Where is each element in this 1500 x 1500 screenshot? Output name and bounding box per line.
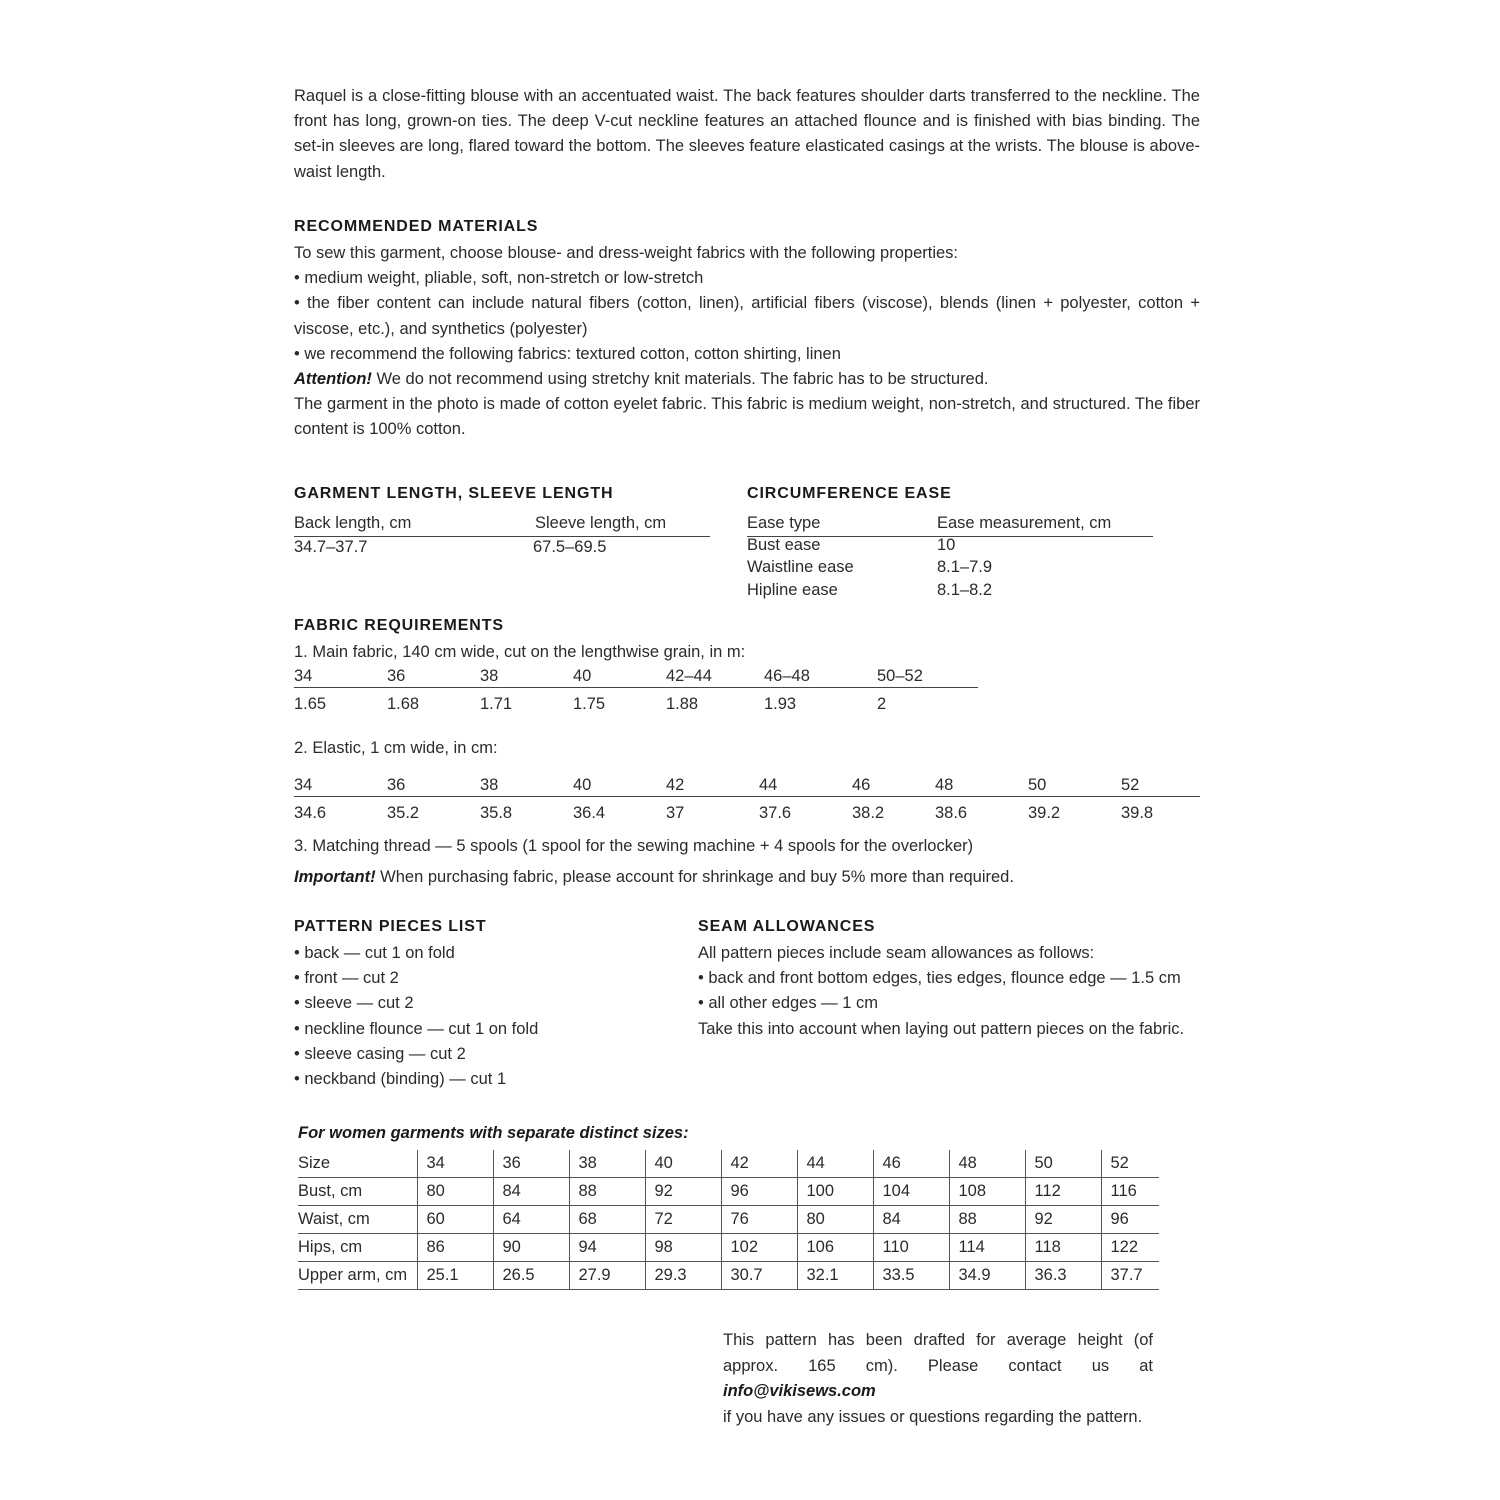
elastic-size: 40 <box>573 776 592 794</box>
main-fabric-value: 1.71 <box>480 695 513 713</box>
list-item: • sleeve casing — cut 2 <box>294 1044 466 1063</box>
elastic-size: 44 <box>759 776 778 794</box>
table-row <box>298 1206 1159 1234</box>
intro-paragraph: Raquel is a close-fitting blouse with an accentuated waist. The back features shoulder darts transferred to the neckline. The front has long, grown-on ties. The deep V-cut neckline features an attached flounce and is finished with bias binding. The set-in sleeves are long, flared toward the bottom. The sleeves feature elasticated casings at the wrists. The blouse is above-waist length. <box>294 87 1200 181</box>
table-cell: 27.9 <box>569 1262 645 1290</box>
important-label: Important! <box>294 868 376 886</box>
list-item: • front — cut 2 <box>294 969 399 988</box>
row-label: Waist, cm <box>298 1206 417 1234</box>
table-cell: 25.1 <box>417 1262 493 1290</box>
table-cell: 84 <box>493 1178 569 1206</box>
table-row <box>298 1262 1159 1290</box>
elastic-value: 39.2 <box>1028 804 1061 822</box>
table-cell: 94 <box>569 1234 645 1262</box>
table-cell: 26.5 <box>493 1262 569 1290</box>
table-row <box>298 1150 1159 1178</box>
table-cell: 80 <box>797 1206 873 1234</box>
seams-note: Take this into account when laying out pattern pieces on the fabric. <box>698 1019 1185 1038</box>
list-item: • neckband (binding) — cut 1 <box>294 1070 507 1089</box>
table-cell: 30.7 <box>721 1262 797 1290</box>
materials-heading: RECOMMENDED MATERIALS <box>294 218 539 235</box>
main-fabric-value: 1.88 <box>666 695 699 713</box>
ease-heading: CIRCUMFERENCE EASE <box>747 485 952 502</box>
table-cell: 80 <box>417 1178 493 1206</box>
seams-heading: SEAM ALLOWANCES <box>698 918 876 935</box>
photo-note: The garment in the photo is made of cotton eyelet fabric. This fabric is medium weight, non-stretch, and structured. The fiber content is 100% cotton. <box>294 395 1200 439</box>
main-fabric-size: 46–48 <box>764 667 810 685</box>
main-fabric-size: 38 <box>480 667 499 685</box>
table-cell: 114 <box>949 1234 1025 1262</box>
ease-col-measure: Ease measurement, cm <box>937 514 1112 532</box>
table-cell: 92 <box>1025 1206 1101 1234</box>
table-cell: 90 <box>493 1234 569 1262</box>
elastic-size: 46 <box>852 776 871 794</box>
table-cell: 29.3 <box>645 1262 721 1290</box>
main-fabric-size: 36 <box>387 667 406 685</box>
main-fabric-value: 1.93 <box>764 695 797 713</box>
table-cell: 64 <box>493 1206 569 1234</box>
list-item: • sleeve — cut 2 <box>294 994 414 1013</box>
main-fabric-sizes-row <box>294 667 978 688</box>
main-fabric-size: 42–44 <box>666 667 712 685</box>
footer-note <box>723 1328 1153 1430</box>
materials-bullet: • we recommend the following fabrics: textured cotton, cotton shirting, linen <box>294 344 841 363</box>
table-cell: 102 <box>721 1234 797 1262</box>
materials-bullet: • medium weight, pliable, soft, non-stretch or low-stretch <box>294 269 704 288</box>
elastic-size: 34 <box>294 776 313 794</box>
important-line <box>294 868 1014 887</box>
important-text: When purchasing fabric, please account for shrinkage and buy 5% more than required. <box>375 868 1014 886</box>
table-cell: 36.3 <box>1025 1262 1101 1290</box>
main-fabric-value: 1.65 <box>294 695 327 713</box>
table-cell: 106 <box>797 1234 873 1262</box>
row-label: Size <box>298 1150 417 1178</box>
elastic-value: 36.4 <box>573 804 606 822</box>
table-cell: 32.1 <box>797 1262 873 1290</box>
pieces-heading: PATTERN PIECES LIST <box>294 918 487 935</box>
table-cell: 88 <box>949 1206 1025 1234</box>
table-cell: 122 <box>1101 1234 1159 1262</box>
size-chart-title: For women garments with separate distinct sizes: <box>298 1124 689 1142</box>
footer-text: This pattern has been drafted for average height (of approx. 165 cm). Please contact us at <box>723 1331 1153 1375</box>
row-label: Bust, cm <box>298 1178 417 1206</box>
table-cell: 98 <box>645 1234 721 1262</box>
elastic-value: 38.6 <box>935 804 968 822</box>
table-cell: 112 <box>1025 1178 1101 1206</box>
elastic-value: 37 <box>666 804 685 822</box>
table-cell: 44 <box>797 1150 873 1178</box>
elastic-size: 48 <box>935 776 954 794</box>
table-cell: 116 <box>1101 1178 1159 1206</box>
table-cell: 96 <box>1101 1206 1159 1234</box>
main-fabric-value: 2 <box>877 695 887 713</box>
ease-value: 8.1–7.9 <box>937 558 993 576</box>
attention-line <box>294 367 1200 392</box>
table-cell: 36 <box>493 1150 569 1178</box>
table-cell: 38 <box>569 1150 645 1178</box>
lengths-sleeve-value: 67.5–69.5 <box>533 538 607 556</box>
main-fabric-size: 34 <box>294 667 313 685</box>
lengths-col-back: Back length, cm <box>294 514 412 532</box>
main-fabric-label: 1. Main fabric, 140 cm wide, cut on the lengthwise grain, in m: <box>294 643 746 661</box>
table-row <box>298 1178 1159 1206</box>
materials-bullet: • the fiber content can include natural fibers (cotton, linen), artificial fibers (viscose), blends (linen + polyester, cotton + viscose, etc.), and synthetics (polyester) <box>294 294 1200 338</box>
table-cell: 48 <box>949 1150 1025 1178</box>
attention-text: We do not recommend using stretchy knit materials. The fabric has to be structured. <box>371 370 989 389</box>
table-cell: 40 <box>645 1150 721 1178</box>
table-cell: 76 <box>721 1206 797 1234</box>
seams-lead: All pattern pieces include seam allowances as follows: <box>698 944 1095 962</box>
table-cell: 34 <box>417 1150 493 1178</box>
contact-email-link[interactable]: info@vikisews.com <box>723 1382 876 1400</box>
elastic-size: 42 <box>666 776 685 794</box>
main-fabric-size: 40 <box>573 667 592 685</box>
table-cell: 46 <box>873 1150 949 1178</box>
list-item: • neckline flounce — cut 1 on fold <box>294 1019 539 1038</box>
list-item: • all other edges — 1 cm <box>698 994 879 1013</box>
table-cell: 33.5 <box>873 1262 949 1290</box>
table-cell: 96 <box>721 1178 797 1206</box>
materials-lead: To sew this garment, choose blouse- and dress-weight fabrics with the following properties: <box>294 244 958 262</box>
table-cell: 68 <box>569 1206 645 1234</box>
main-fabric-value: 1.75 <box>573 695 606 713</box>
thread-line: 3. Matching thread — 5 spools (1 spool for the sewing machine + 4 spools for the overlocker) <box>294 837 974 855</box>
attention-label: Attention! <box>294 370 372 389</box>
table-cell: 92 <box>645 1178 721 1206</box>
elastic-value: 34.6 <box>294 804 327 822</box>
ease-col-type: Ease type <box>747 514 821 532</box>
row-label: Hips, cm <box>298 1234 417 1262</box>
ease-value: 8.1–8.2 <box>937 581 993 599</box>
fabric-heading: FABRIC REQUIREMENTS <box>294 617 504 634</box>
elastic-size: 50 <box>1028 776 1047 794</box>
elastic-size: 36 <box>387 776 406 794</box>
ease-type: Bust ease <box>747 536 821 554</box>
list-item: • back and front bottom edges, ties edges, flounce edge — 1.5 cm <box>698 969 1181 988</box>
elastic-value: 35.8 <box>480 804 513 822</box>
materials-section <box>294 241 1200 443</box>
table-cell: 118 <box>1025 1234 1101 1262</box>
lengths-back-value: 34.7–37.7 <box>294 538 368 556</box>
main-fabric-size: 50–52 <box>877 667 923 685</box>
size-chart-table <box>298 1150 1159 1290</box>
seams-section <box>698 941 1184 1042</box>
table-cell: 108 <box>949 1178 1025 1206</box>
ease-type: Hipline ease <box>747 581 838 599</box>
table-cell: 100 <box>797 1178 873 1206</box>
ease-value: 10 <box>937 536 956 554</box>
table-cell: 60 <box>417 1206 493 1234</box>
table-cell: 104 <box>873 1178 949 1206</box>
ease-type: Waistline ease <box>747 558 854 576</box>
elastic-size: 52 <box>1121 776 1140 794</box>
elastic-size: 38 <box>480 776 499 794</box>
table-cell: 84 <box>873 1206 949 1234</box>
footer-text-2: if you have any issues or questions regarding the pattern. <box>723 1407 1143 1426</box>
pieces-list <box>294 941 538 1092</box>
list-item: • back — cut 1 on fold <box>294 944 455 962</box>
row-label: Upper arm, cm <box>298 1262 417 1290</box>
lengths-header-row <box>294 514 710 537</box>
main-fabric-value: 1.68 <box>387 695 420 713</box>
elastic-values-row <box>294 804 1200 826</box>
table-cell: 50 <box>1025 1150 1101 1178</box>
table-cell: 42 <box>721 1150 797 1178</box>
table-row <box>298 1234 1159 1262</box>
table-cell: 34.9 <box>949 1262 1025 1290</box>
table-cell: 37.7 <box>1101 1262 1159 1290</box>
elastic-sizes-row <box>294 776 1200 797</box>
ease-header-row <box>747 514 1153 537</box>
table-cell: 52 <box>1101 1150 1159 1178</box>
table-cell: 86 <box>417 1234 493 1262</box>
lengths-heading: GARMENT LENGTH, SLEEVE LENGTH <box>294 485 614 502</box>
table-cell: 110 <box>873 1234 949 1262</box>
table-cell: 72 <box>645 1206 721 1234</box>
main-fabric-values-row <box>294 695 978 717</box>
elastic-value: 38.2 <box>852 804 885 822</box>
table-cell: 88 <box>569 1178 645 1206</box>
elastic-value: 35.2 <box>387 804 420 822</box>
lengths-col-sleeve: Sleeve length, cm <box>535 514 667 532</box>
elastic-value: 39.8 <box>1121 804 1154 822</box>
elastic-value: 37.6 <box>759 804 792 822</box>
elastic-label: 2. Elastic, 1 cm wide, in cm: <box>294 739 498 757</box>
